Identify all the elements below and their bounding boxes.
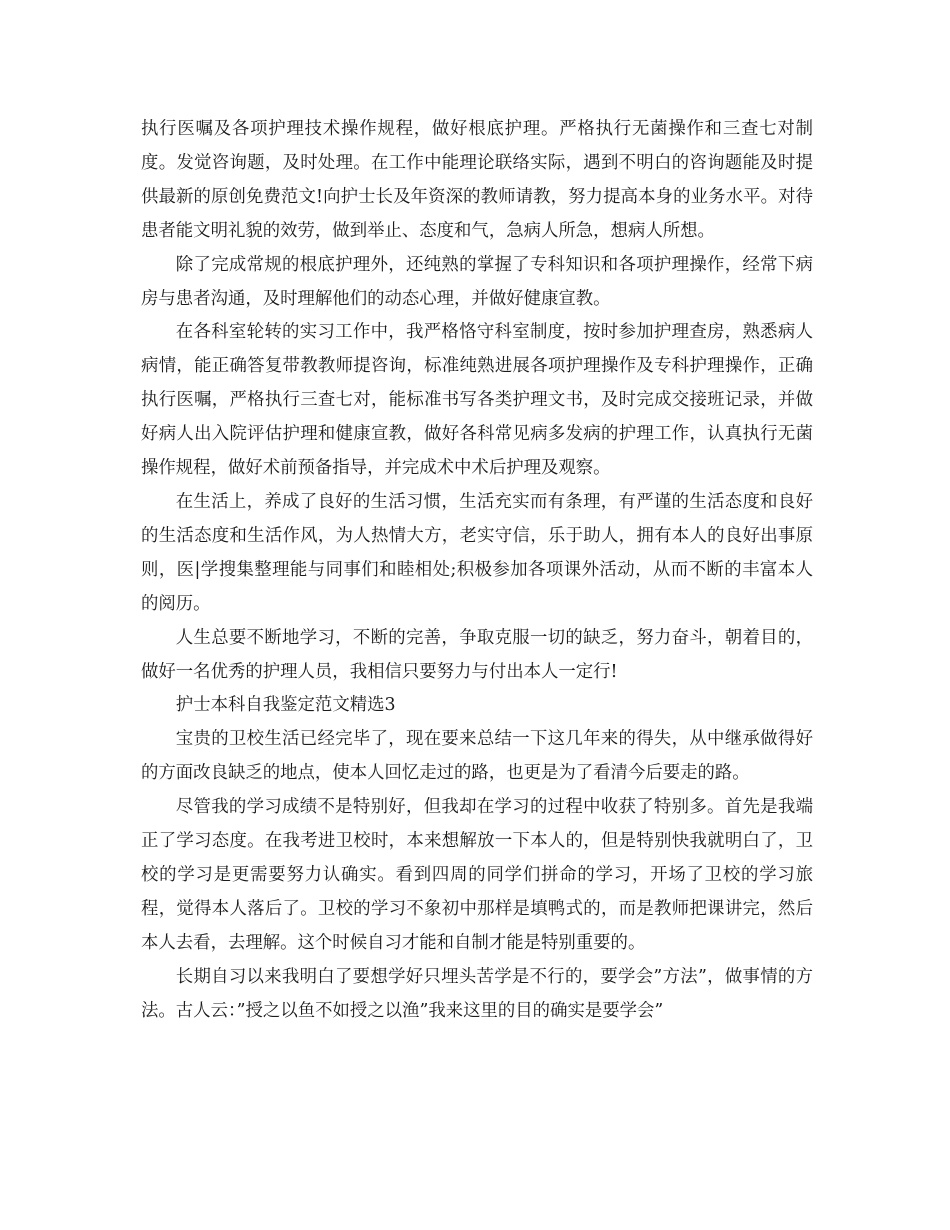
paragraph-study-method: 长期自习以来我明白了要想学好只埋头苦学是不行的，要学会”方法”，做事情的方法。古人云：”授之以鱼不如授之以渔”我来这里的目的确实是要学会” [141,966,813,1021]
paragraph-daily-life: 在生活上，养成了良好的生活习惯，生活充实而有条理，有严谨的生活态度和良好的生活态度和生活作风，为人热情大方，老实守信，乐于助人，拥有本人的良好出事原则，医|学搜集整理能与同事们和睦相处;积极参加各项课外活动，从而不断的丰富本人的阅历。 [141,491,813,614]
document-body [141,113,813,1028]
paragraph-school-summary: 宝贵的卫校生活已经完毕了，现在要来总结一下这几年来的得失，从中继承做得好的方面改良缺乏的地点，使本人回忆走过的路，也更是为了看清今后要走的路。 [141,729,813,784]
paragraph-rotation-work: 在各科室轮转的实习工作中，我严格恪守科室制度，按时参加护理查房，熟悉病人病情，能正确答复带教教师提咨询，标准纯熟进展各项护理操作及专科护理操作，正确执行医嘱，严格执行三查七对，能标准书写各类护理文书，及时完成交接班记录，并做好病人出入院评估护理和健康宣教，做好各科常见病多发病的护理工作，认真执行无菌操作规程，做好术前预备指导，并完成术中术后护理及观察。 [141,322,813,479]
paragraph-lifelong-learning: 人生总要不断地学习，不断的完善，争取克服一切的缺乏，努力奋斗，朝着目的，做好一名优秀的护理人员，我相信只要努力与付出本人一定行! [141,627,813,682]
paragraph-study-attitude: 尽管我的学习成绩不是特别好，但我却在学习的过程中收获了特别多。首先是我端正了学习态度。在我考进卫校时，本来想解放一下本人的，但是特别快我就明白了，卫校的学习是更需要努力认确实。看到四周的同学们拼命的学习，开场了卫校的学习旅程，觉得本人落后了。卫校的学习不象初中那样是填鸭式的，而是教师把课讲完，然后本人去看，去理解。这个时候自习才能和自制才能是特别重要的。 [141,797,813,953]
section-heading: 护士本科自我鉴定范文精选3 [175,695,396,716]
paragraph-continuation: 执行医嘱及各项护理技术操作规程，做好根底护理。严格执行无菌操作和三查七对制度。发觉咨询题，及时处理。在工作中能理论联络实际，遇到不明白的咨询题能及时提供最新的原创免费范文!向护士长及年资深的教师请教，努力提高本身的业务水平。对待患者能文明礼貌的效劳，做到举止、态度和气，急病人所急，想病人所想。 [141,119,813,241]
paragraph-routine-care: 除了完成常规的根底护理外，还纯熟的掌握了专科知识和各项护理操作，经常下病房与患者沟通，及时理解他们的动态心理，并做好健康宣教。 [141,254,813,309]
